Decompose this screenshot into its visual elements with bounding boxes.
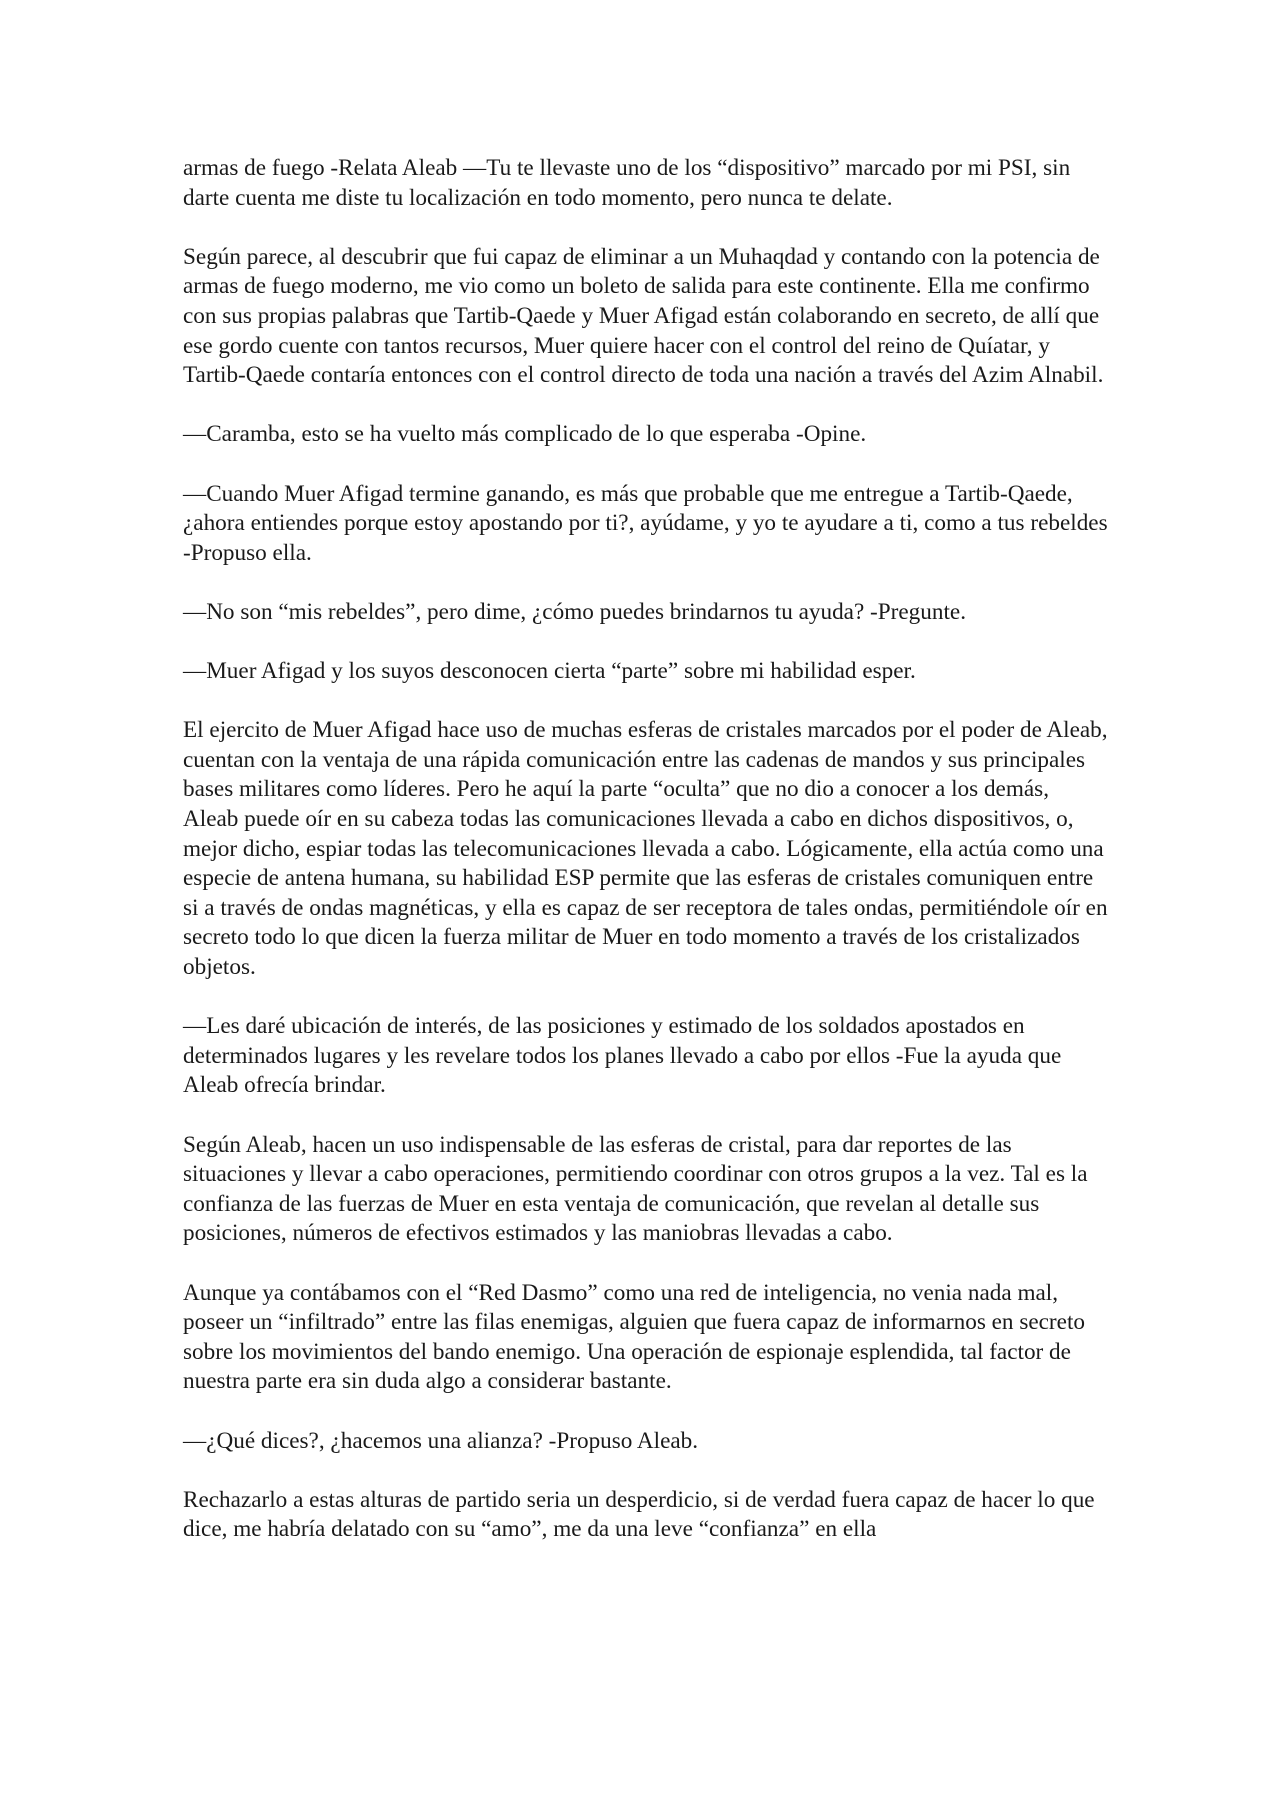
paragraph: —Les daré ubicación de interés, de las posiciones y estimado de los soldados apostados en determinados lugares y les revelare todos los planes llevado a cabo por ellos -Fue la ayuda que Aleab ofrecía brindar. (183, 1013, 1062, 1099)
paragraph: —No son “mis rebeldes”, pero dime, ¿cómo puedes brindarnos tu ayuda? -Pregunte. (183, 598, 966, 625)
paragraph: Aunque ya contábamos con el “Red Dasmo” como una red de inteligencia, no venia nada mal, poseer un “infiltrado” entre las filas enemigas, alguien que fuera capaz de informarnos en secreto sobre los movimientos del bando enemigo. Una operación de espionaje esplendida, tal factor de nuestra parte era sin duda algo a considerar bastante. (183, 1279, 1085, 1395)
paragraph: Según parece, al descubrir que fui capaz de eliminar a un Muhaqdad y contando con la potencia de armas de fuego moderno, me vio como un boleto de salida para este continente. Ella me confirmo con sus propias palabras que Tartib-Qaede y Muer Afigad están colaborando en secreto, de allí que ese gordo cuente con tantos recursos, Muer quiere hacer con el control del reino de Quíatar, y Tartib-Qaede contaría entonces con el control directo de toda una nación a través del Azim Alnabil. (183, 243, 1104, 389)
paragraph: —Cuando Muer Afigad termine ganando, es más que probable que me entregue a Tartib-Qaede, ¿ahora entiendes porque estoy apostando por ti?, ayúdame, y yo te ayudare a ti, como a tus rebeldes -Propuso ella. (183, 480, 1108, 566)
paragraph: —Muer Afigad y los suyos desconocen cierta “parte” sobre mi habilidad esper. (183, 658, 916, 685)
paragraph: El ejercito de Muer Afigad hace uso de muchas esferas de cristales marcados por el poder de Aleab, cuentan con la ventaja de una rápida comunicación entre las cadenas de mandos y sus principales bases militares como líderes. Pero he aquí la parte “oculta” que no dio a conocer a los demás, Aleab puede oír en su cabeza todas las comunicaciones llevada a cabo en dichos dispositivos, o, mejor dicho, espiar todas las telecomunicaciones llevada a cabo. Lógicamente, ella actúa como una especie de antena humana, su habilidad ESP permite que las esferas de cristales comuniquen entre si a través de ondas magnéticas, y ella es capaz de ser receptora de tales ondas, permitiéndole oír en secreto todo lo que dicen la fuerza militar de Muer en todo momento a través de los cristalizados objetos. (183, 717, 1108, 981)
paragraph: armas de fuego -Relata Aleab —Tu te llevaste uno de los “dispositivo” marcado por mi PSI, sin darte cuenta me diste tu localización en todo momento, pero nunca te delate. (183, 155, 1071, 211)
paragraph: —Caramba, esto se ha vuelto más complicado de lo que esperaba -Opine. (183, 421, 867, 448)
paragraph: —¿Qué dices?, ¿hacemos una alianza? -Propuso Aleab. (183, 1427, 699, 1454)
paragraph: Rechazarlo a estas alturas de partido seria un desperdicio, si de verdad fuera capaz de hacer lo que dice, me habría delatado con su “amo”, me da una leve “confianza” en ella (183, 1486, 1095, 1543)
document-body (183, 154, 1108, 1545)
paragraph: Según Aleab, hacen un uso indispensable de las esferas de cristal, para dar reportes de las situaciones y llevar a cabo operaciones, permitiendo coordinar con otros grupos a la vez. Tal es la confianza de las fuerzas de Muer en esta ventaja de comunicación, que revelan al detalle sus posiciones, números de efectivos estimados y las maniobras llevadas a cabo. (183, 1131, 1088, 1247)
